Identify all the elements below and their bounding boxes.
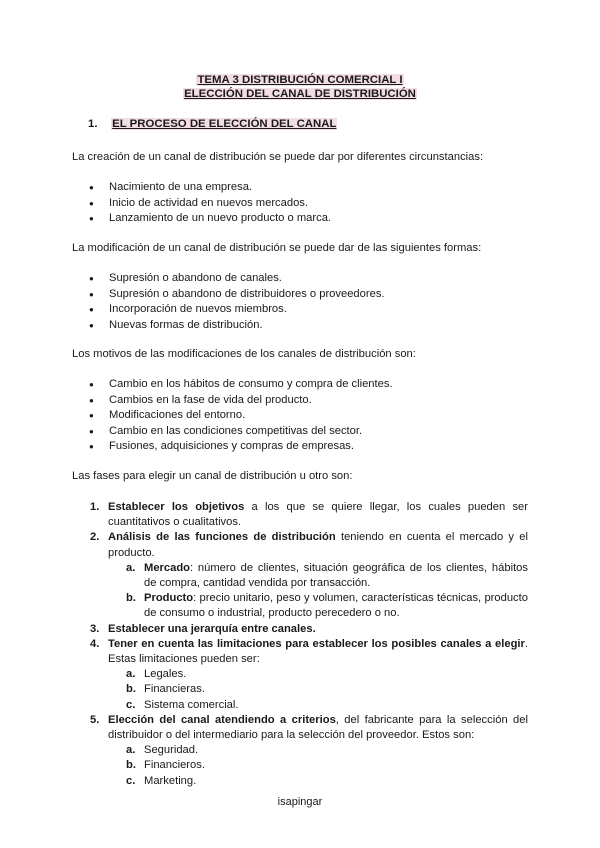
list-item: ● Lanzamiento de un nuevo producto o marca. — [72, 211, 331, 227]
step-text: teniendo en cuenta el mercado y el producto. — [108, 531, 528, 559]
sub-text: : número de clientes, situación geográfica de los clientes, hábitos de compra, cantidad vendida por transacción. — [144, 561, 528, 590]
sub-item — [108, 758, 528, 773]
list-item: ● Supresión o abandono de canales. — [72, 271, 385, 287]
list-item: ● Inicio de actividad en nuevos mercados. — [72, 196, 331, 212]
modification-list — [72, 271, 385, 333]
intro-motives: Los motivos de las modificaciones de los canales de distribución son: — [72, 348, 416, 360]
step-title: Establecer los objetivos — [108, 501, 245, 513]
step-number: 2. — [90, 531, 100, 544]
sub-letter: a. — [126, 744, 136, 757]
list-item: ● Cambio en los hábitos de consumo y compra de clientes. — [72, 377, 393, 393]
intro-creation: La creación de un canal de distribución se puede dar por diferentes circunstancias: — [72, 151, 484, 163]
phase-step — [72, 713, 528, 789]
intro-modification: La modificación de un canal de distribución se puede dar de las siguientes formas: — [72, 242, 482, 254]
sub-text: Financieros. — [144, 759, 205, 772]
list-item: ● Supresión o abandono de distribuidores o proveedores. — [72, 287, 385, 303]
sub-letter: a. — [126, 561, 136, 574]
step-number: 5. — [90, 713, 100, 726]
step-number: 4. — [90, 637, 100, 650]
sub-list — [108, 743, 528, 789]
sub-text: Financieras. — [144, 683, 205, 696]
step-title: Análisis de las funciones de distribución — [108, 531, 336, 544]
sub-letter: b. — [126, 683, 136, 696]
sub-letter: c. — [126, 774, 136, 787]
sub-item — [108, 561, 528, 591]
sub-item — [108, 591, 528, 621]
sub-text: Sistema comercial. — [144, 698, 239, 711]
sub-list — [108, 667, 528, 713]
list-item: ● Cambios en la fase de vida del producto. — [72, 393, 393, 409]
sub-item — [108, 698, 528, 713]
list-item: ● Nuevas formas de distribución. — [72, 318, 385, 334]
sub-text: Legales. — [144, 668, 187, 681]
section-title: EL PROCESO DE ELECCIÓN DEL CANAL — [112, 118, 337, 130]
footer-author: isapingar — [277, 796, 323, 808]
document-title-line-1: TEMA 3 DISTRIBUCIÓN COMERCIAL I — [197, 74, 403, 86]
list-item: ● Fusiones, adquisiciones y compras de empresas. — [72, 439, 393, 455]
step-number: 3. — [90, 622, 100, 635]
document-title-line-2: ELECCIÓN DEL CANAL DE DISTRIBUCIÓN — [184, 88, 416, 100]
phase-step — [72, 500, 528, 530]
phase-step — [72, 622, 528, 637]
phase-step — [72, 530, 528, 621]
creation-list — [72, 180, 331, 227]
phases-intro: Las fases para elegir un canal de distribución u otro son: — [72, 470, 353, 482]
sub-title: Mercado — [144, 561, 191, 574]
step-text: , del fabricante para la selección del distribuidor o del intermediario para la selección del proveedor. Estos son: — [108, 713, 528, 742]
list-item: ● Incorporación de nuevos miembros. — [72, 302, 385, 318]
sub-item — [108, 774, 528, 789]
sub-text: Marketing. — [144, 774, 197, 787]
section-number: 1. — [88, 118, 98, 130]
step-title: Establecer una jerarquía entre canales. — [108, 622, 316, 635]
sub-item — [108, 743, 528, 758]
step-text: . Estas limitaciones pueden ser: — [108, 637, 528, 666]
sub-item — [108, 682, 528, 697]
list-item: ● Modificaciones del entorno. — [72, 408, 393, 424]
list-item: ● Nacimiento de una empresa. — [72, 180, 331, 196]
sub-title: Producto — [144, 592, 194, 605]
sub-item — [108, 667, 528, 682]
sub-list — [108, 561, 528, 622]
step-text: a los que se quiere llegar, los cuales pueden ser cuantitativos o cualitativos. — [108, 501, 528, 529]
motives-list — [72, 377, 393, 455]
step-number: 1. — [90, 501, 100, 513]
sub-text: : precio unitario, peso y volumen, características técnicas, producto de consumo o industrial, producto perecedero o no. — [144, 592, 528, 620]
sub-text: Seguridad. — [144, 744, 199, 757]
sub-letter: c. — [126, 698, 136, 711]
list-item: ● Cambio en las condiciones competitivas del sector. — [72, 424, 393, 440]
sub-letter: b. — [126, 759, 136, 772]
section-heading — [88, 118, 337, 130]
sub-letter: b. — [126, 592, 136, 605]
phases-list — [72, 500, 528, 789]
step-title: Tener en cuenta las limitaciones para establecer los posibles canales a elegir — [108, 637, 525, 650]
sub-letter: a. — [126, 668, 136, 681]
step-title: Elección del canal atendiendo a criterios — [108, 713, 336, 726]
phase-step — [72, 637, 528, 713]
